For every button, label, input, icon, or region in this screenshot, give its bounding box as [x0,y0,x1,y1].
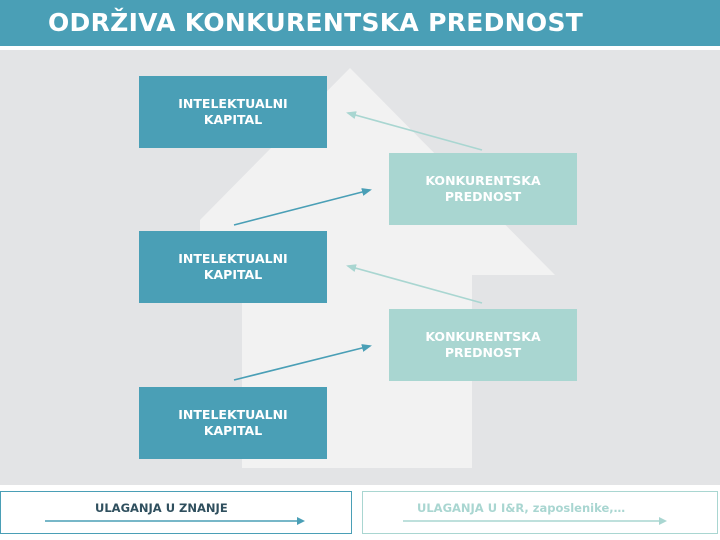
box-intelektualni-kapital-top [139,76,327,148]
footer-rd-investment [362,491,718,534]
footer-left-arrow [1,492,353,535]
footer-right-label: ULAGANJA U I&R, zaposlenike,… [417,501,626,515]
box-line: KAPITAL [203,267,263,282]
box-line: INTELEKTUALNI [178,251,288,266]
box-intelektualni-kapital-middle [139,231,327,303]
box-intelektualni-kapital-bottom [139,387,327,459]
box-konkurentska-prednost-upper [389,153,577,225]
box-line: PREDNOST [444,189,522,204]
footer-right-arrow [363,492,719,535]
footer-left-label: ULAGANJA U ZNANJE [95,501,228,515]
box-konkurentska-prednost-lower [389,309,577,381]
box-line: PREDNOST [444,345,522,360]
page-title: ODRŽIVA KONKURENTSKA PREDNOST [48,8,584,37]
box-line: INTELEKTUALNI [178,96,288,111]
box-line: KAPITAL [203,423,263,438]
footer-knowledge-investment [0,491,352,534]
box-line: KONKURENTSKA [425,173,541,188]
box-line: INTELEKTUALNI [178,407,288,422]
box-line: KAPITAL [203,112,263,127]
box-line: KONKURENTSKA [425,329,541,344]
